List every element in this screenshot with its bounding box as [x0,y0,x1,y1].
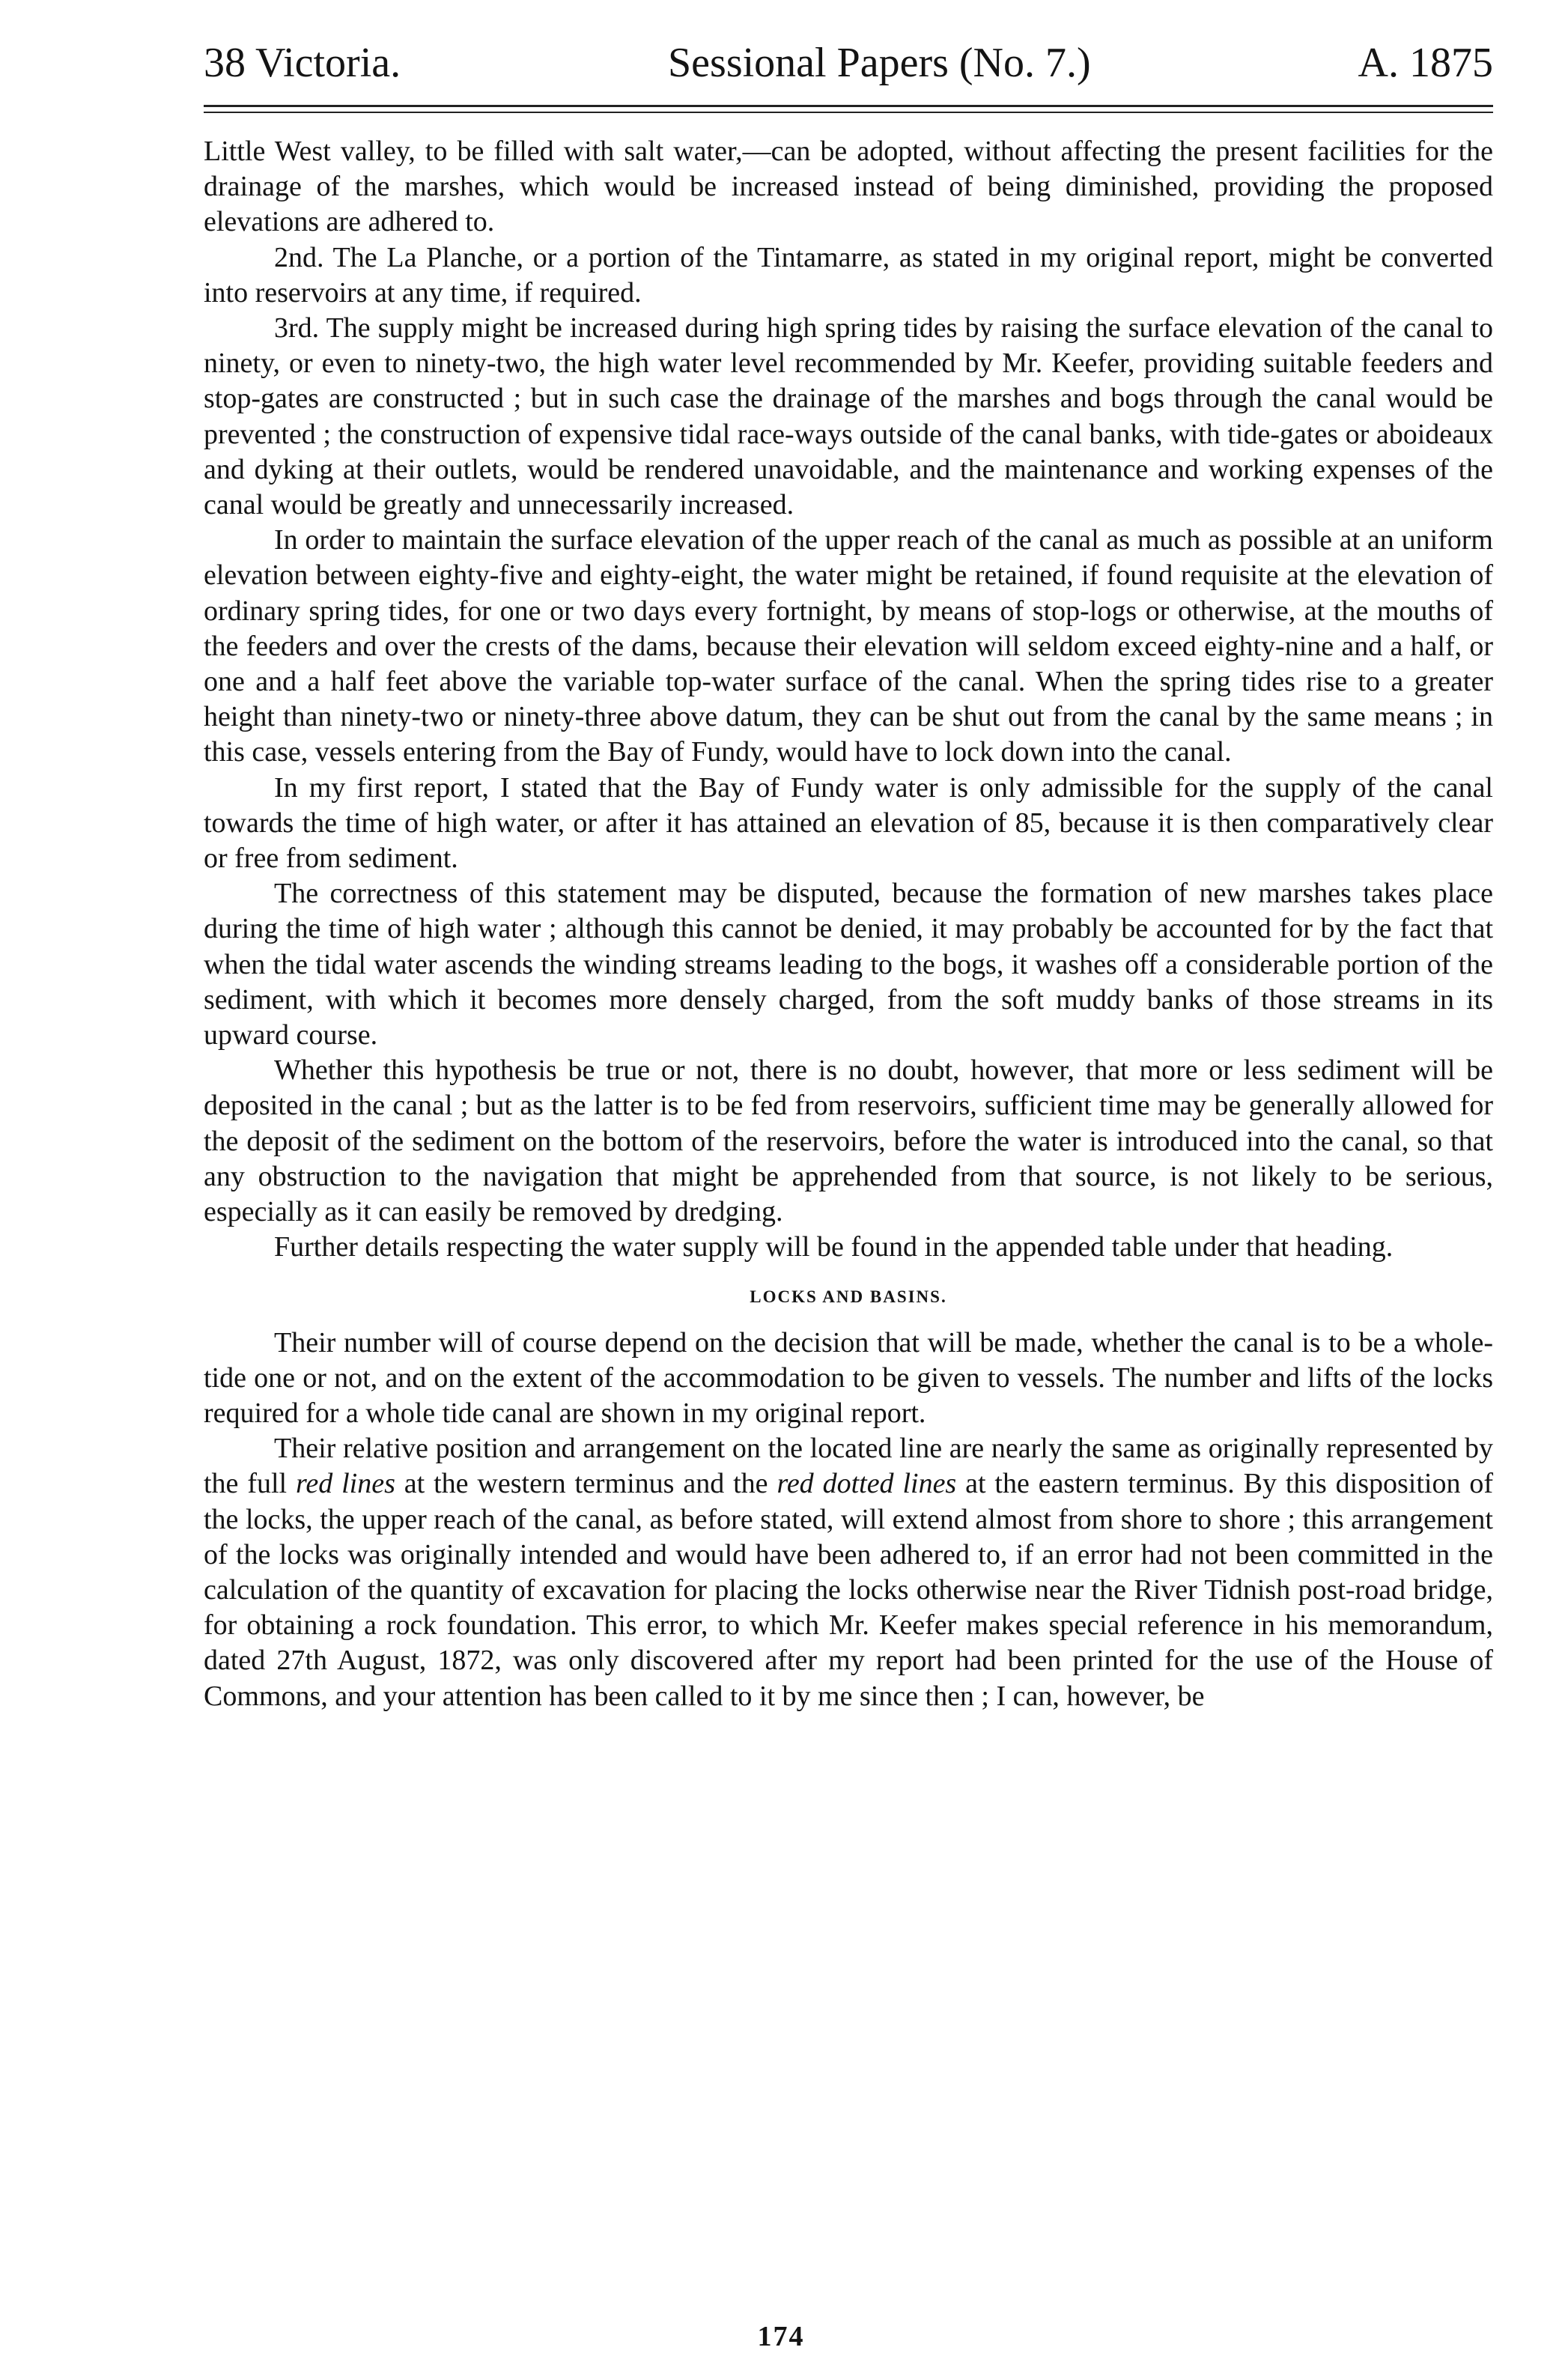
text-run: at the western terminus and the [395,1468,777,1500]
header-year: A. 1875 [1358,40,1493,86]
paragraph-with-italics [204,1431,1493,1714]
header-rule-thick [204,105,1493,107]
section-heading: LOCKS AND BASINS. [750,1287,947,1306]
italic-term: red dotted lines [777,1468,957,1500]
header-session: 38 Victoria. [204,40,401,86]
paragraph: Whether this hypothesis be true or not, there is no doubt, however, that more or less sediment will be deposited in the canal ; but as the latter is to be fed from reservoirs, sufficient time may be generally allowed for the deposit of the sediment on the bottom of the reservoirs, before the water is introduced into the canal, so that any obstruction to the navigation that might be apprehended from that source, is not likely to be serious, especially as it can easily be removed by dredging. [204,1054,1493,1228]
header-rules [204,105,1493,113]
paragraph: Their number will of course depend on the decision that will be made, whether the canal is to be a whole-tide one or not, and on the extent of the accommodation to be given to vessels. The number and lifts of the locks required for a whole tide canal are shown in my original report. [204,1326,1493,1429]
paragraph: Little West valley, to be filled with salt water,—can be adopted, without affecting the present facilities for the drainage of the marshes, which would be increased instead of being diminished, providing the proposed elevations are adhered to. [204,136,1493,238]
header-title: Sessional Papers (No. 7.) [668,40,1091,86]
page-number: 174 [757,2321,805,2352]
text-run: Their relative position and arrangement on the located line are nearly the same as originally represented by the full [204,1433,1493,1500]
text-run: at the eastern terminus. By this disposition of the locks, the upper reach of the canal, as before stated, will extend almost from shore to shore ; this arrangement of the locks was originally intended and would have been adhered to, if an error had not been committed in the calculation of the quantity of excavation for placing the locks otherwise near the River Tidnish post-road bridge, for obtaining a rock foundation. This error, to which Mr. Keefer makes special reference in his memorandum, dated 27th August, 1872, was only discovered after my report had been printed for the use of the House of Commons, and your attention has been called to it by me since then ; I can, however, be [204,1468,1493,1712]
paragraph: 3rd. The supply might be increased during high spring tides by raising the surface elevation of the canal to ninety, or even to ninety-two, the high water level recommended by Mr. Keefer, providing suitable feeders and stop-gates are constructed ; but in such case the drainage of the marshes and bogs through the canal would be prevented ; the construction of expensive tidal race-ways outside of the canal banks, with tide-gates or aboideaux and dyking at their outlets, would be rendered unavoidable, and the maintenance and working expenses of the canal would be greatly and unnecessarily increased. [204,312,1493,521]
paragraph: In my first report, I stated that the Bay of Fundy water is only admissible for the supply of the canal towards the time of high water, or after it has attained an elevation of 85, because it is then comparatively clear or free from sediment. [204,771,1493,875]
italic-term: red lines [295,1468,395,1500]
running-header [204,39,1493,87]
paragraph: In order to maintain the surface elevation of the upper reach of the canal as much as possible at an uniform elevation between eighty-five and eighty-eight, the water might be retained, if found requisite at the elevation of ordinary spring tides, for one or two days every fortnight, by means of stop-logs or otherwise, at the mouths of the feeders and over the crests of the dams, because their elevation will seldom exceed eighty-nine and a half, or one and a half feet above the variable top-water surface of the canal. When the spring tides rise to a greater height than ninety-two or ninety-three above datum, they can be shut out from the canal by the same means ; in this case, vessels entering from the Bay of Fundy, would have to lock down into the canal. [204,524,1493,768]
body-text [204,134,1493,1714]
header-rule-thin [204,112,1493,113]
paragraph: The correctness of this statement may be disputed, because the formation of new marshes takes place during the time of high water ; although this cannot be denied, it may probably be accounted for by the fact that when the tidal water ascends the winding streams leading to the bogs, it washes off a considerable portion of the sediment, with which it becomes more densely charged, from the soft muddy banks of those streams in its upward course. [204,878,1493,1051]
paragraph: Further details respecting the water supply will be found in the appended table under that heading. [274,1231,1394,1263]
paragraph: 2nd. The La Planche, or a portion of the Tintamarre, as stated in my original report, might be converted into reservoirs at any time, if required. [204,241,1493,309]
